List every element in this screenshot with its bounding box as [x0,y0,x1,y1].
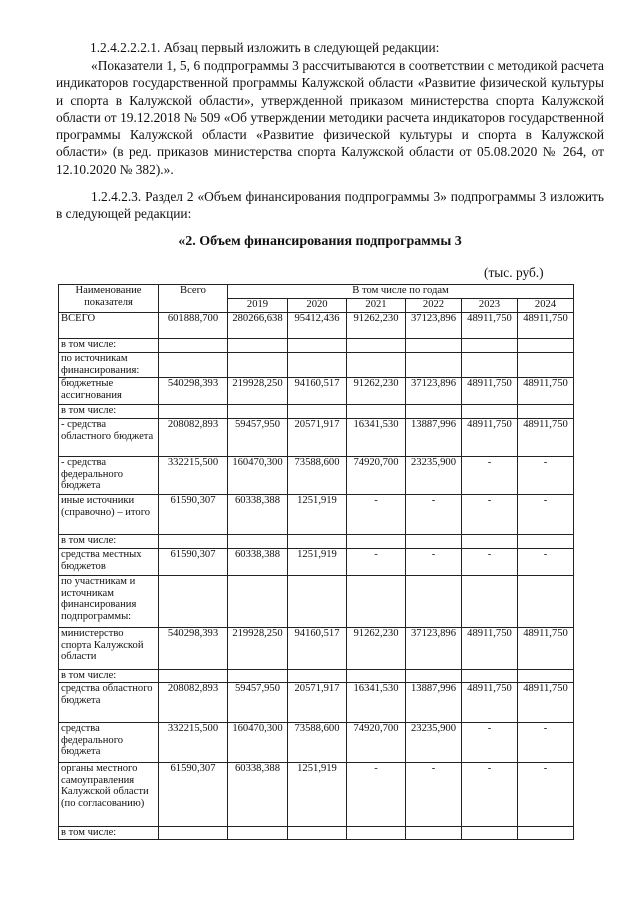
table-row [59,535,574,549]
row-name: органы местного самоуправления Калужской области (по согласованию) [59,763,159,827]
header-year: 2024 [518,299,574,313]
row-value: 95412,436 [288,313,347,339]
row-value: 23235,900 [406,723,462,763]
row-value [518,670,574,683]
row-name: по источникам финансирования: [59,353,159,378]
row-name: бюджетные ассигнования [59,378,159,405]
row-total [159,353,228,378]
paragraph-amendment-2: 1.2.4.2.3. Раздел 2 «Объем финансирования подпрограммы 3» подпрограммы 3 изложить в следующей редакции: [56,189,604,222]
row-value [347,670,406,683]
row-name: министерство спорта Калужской области [59,628,159,670]
header-year: 2023 [462,299,518,313]
row-value: 1251,919 [288,763,347,827]
header-year: 2019 [228,299,288,313]
row-value: - [518,763,574,827]
row-value: 20571,917 [288,419,347,457]
table-row [59,549,574,576]
row-name: в том числе: [59,535,159,549]
row-value: 1251,919 [288,549,347,576]
header-total: Всего [159,285,228,313]
row-value: 60338,388 [228,763,288,827]
row-value [347,353,406,378]
row-total [159,535,228,549]
row-value: 73588,600 [288,457,347,495]
row-value [406,339,462,353]
row-name: в том числе: [59,339,159,353]
row-value: 280266,638 [228,313,288,339]
row-value: 160470,300 [228,723,288,763]
row-value: - [406,763,462,827]
row-value [406,827,462,840]
row-value: - [347,549,406,576]
row-value: 219928,250 [228,628,288,670]
row-value: 160470,300 [228,457,288,495]
row-value: 91262,230 [347,313,406,339]
row-value: - [518,549,574,576]
row-value [518,353,574,378]
row-value: 48911,750 [462,683,518,723]
header-name: Наименование показателя [59,285,159,313]
row-value [228,405,288,419]
row-value: - [462,495,518,535]
row-name: ВСЕГО [59,313,159,339]
row-value: 94160,517 [288,628,347,670]
row-value [228,576,288,628]
row-value [518,535,574,549]
row-value [288,576,347,628]
row-value [347,339,406,353]
row-value: 37123,896 [406,628,462,670]
table-row [59,339,574,353]
row-value [288,353,347,378]
row-value [288,670,347,683]
header-year: 2021 [347,299,406,313]
row-value: 48911,750 [518,313,574,339]
row-value [228,827,288,840]
row-total: 540298,393 [159,378,228,405]
row-value [288,339,347,353]
table-row [59,763,574,827]
row-value: 48911,750 [462,628,518,670]
row-value: 48911,750 [518,419,574,457]
row-value [406,670,462,683]
table-row [59,576,574,628]
financing-table [58,284,574,840]
row-value: 1251,919 [288,495,347,535]
row-value: 91262,230 [347,628,406,670]
row-total [159,339,228,353]
row-name: по участникам и источникам финансирования подпрограммы: [59,576,159,628]
row-value: 13887,996 [406,683,462,723]
row-total: 61590,307 [159,763,228,827]
table-row [59,378,574,405]
row-value [462,353,518,378]
row-name: в том числе: [59,827,159,840]
table-row [59,670,574,683]
row-value [406,535,462,549]
row-value [462,827,518,840]
row-value: - [347,763,406,827]
row-value: 74920,700 [347,457,406,495]
row-value [347,535,406,549]
row-value: 13887,996 [406,419,462,457]
row-total [159,670,228,683]
row-value [288,535,347,549]
paragraph-indicators: «Показатели 1, 5, 6 подпрограммы 3 рассчитываются в соответствии с методикой расчета индикаторов государственной программы Калужской области «Развитие физической культуры и спорта в Калужской области», утвержденной приказом министерства спорта Калужской области от 19.12.2018 № 509 «Об утверждении методики расчета индикаторов государственной программы Калужской области «Развитие физической культуры и спорта в Калужской области» (в ред. приказов министерства спорта Калужской области от 05.08.2020 № 264, от 12.10.2020 № 382).». [56,58,604,177]
row-value [406,576,462,628]
row-total: 332215,500 [159,457,228,495]
row-value: 60338,388 [228,549,288,576]
row-value: - [406,549,462,576]
row-value: - [462,723,518,763]
row-value [288,405,347,419]
row-value [406,405,462,419]
units-label: (тыс. руб.) [484,265,544,280]
table-row [59,495,574,535]
row-value [462,339,518,353]
row-value: 48911,750 [518,378,574,405]
row-value: 48911,750 [462,378,518,405]
row-value: 23235,900 [406,457,462,495]
row-value: 219928,250 [228,378,288,405]
row-name: средства федерального бюджета [59,723,159,763]
table-row [59,723,574,763]
row-value: - [518,495,574,535]
table-row [59,683,574,723]
row-value [347,405,406,419]
row-value: 59457,950 [228,683,288,723]
paragraph-amendment-1: 1.2.4.2.2.2.1. Абзац первый изложить в следующей редакции: [90,40,440,55]
row-value [347,827,406,840]
row-value [462,405,518,419]
row-total [159,827,228,840]
row-value: 37123,896 [406,313,462,339]
row-value: 59457,950 [228,419,288,457]
row-value: 37123,896 [406,378,462,405]
row-name: - средства федерального бюджета [59,457,159,495]
table-row [59,628,574,670]
row-value: 48911,750 [462,313,518,339]
row-total [159,405,228,419]
row-value: - [462,763,518,827]
row-value [347,576,406,628]
row-value: 91262,230 [347,378,406,405]
section-title: «2. Объем финансирования подпрограммы 3 [178,234,462,249]
row-name: в том числе: [59,405,159,419]
row-value [462,576,518,628]
row-value [228,353,288,378]
row-total: 208082,893 [159,419,228,457]
row-value: - [406,495,462,535]
header-year: 2022 [406,299,462,313]
row-value: 16341,530 [347,419,406,457]
row-name: средства областного бюджета [59,683,159,723]
row-total: 61590,307 [159,495,228,535]
row-value [228,670,288,683]
row-value [228,339,288,353]
row-value: - [462,457,518,495]
row-value: - [518,723,574,763]
row-value [518,339,574,353]
header-year: 2020 [288,299,347,313]
row-value [518,576,574,628]
row-value [518,827,574,840]
row-value: 94160,517 [288,378,347,405]
table-row [59,457,574,495]
row-value [406,353,462,378]
row-value: 73588,600 [288,723,347,763]
row-total: 208082,893 [159,683,228,723]
row-total: 332215,500 [159,723,228,763]
table-row [59,353,574,378]
row-value [288,827,347,840]
row-value: 74920,700 [347,723,406,763]
row-value: 48911,750 [518,628,574,670]
row-total: 540298,393 [159,628,228,670]
row-total: 601888,700 [159,313,228,339]
header-by-years: В том числе по годам [228,285,574,299]
table-row [59,405,574,419]
table-row [59,419,574,457]
row-value [462,535,518,549]
row-total [159,576,228,628]
row-name: иные источники (справочно) – итого [59,495,159,535]
row-value [518,405,574,419]
row-name: - средства областного бюджета [59,419,159,457]
row-value [462,670,518,683]
table-row [59,827,574,840]
row-value: - [462,549,518,576]
row-name: средства местных бюджетов [59,549,159,576]
row-value: 16341,530 [347,683,406,723]
row-value: 48911,750 [518,683,574,723]
row-value: 60338,388 [228,495,288,535]
row-total: 61590,307 [159,549,228,576]
row-value [228,535,288,549]
row-value: - [518,457,574,495]
row-value: 20571,917 [288,683,347,723]
table-row [59,313,574,339]
row-value: 48911,750 [462,419,518,457]
row-value: - [347,495,406,535]
row-name: в том числе: [59,670,159,683]
